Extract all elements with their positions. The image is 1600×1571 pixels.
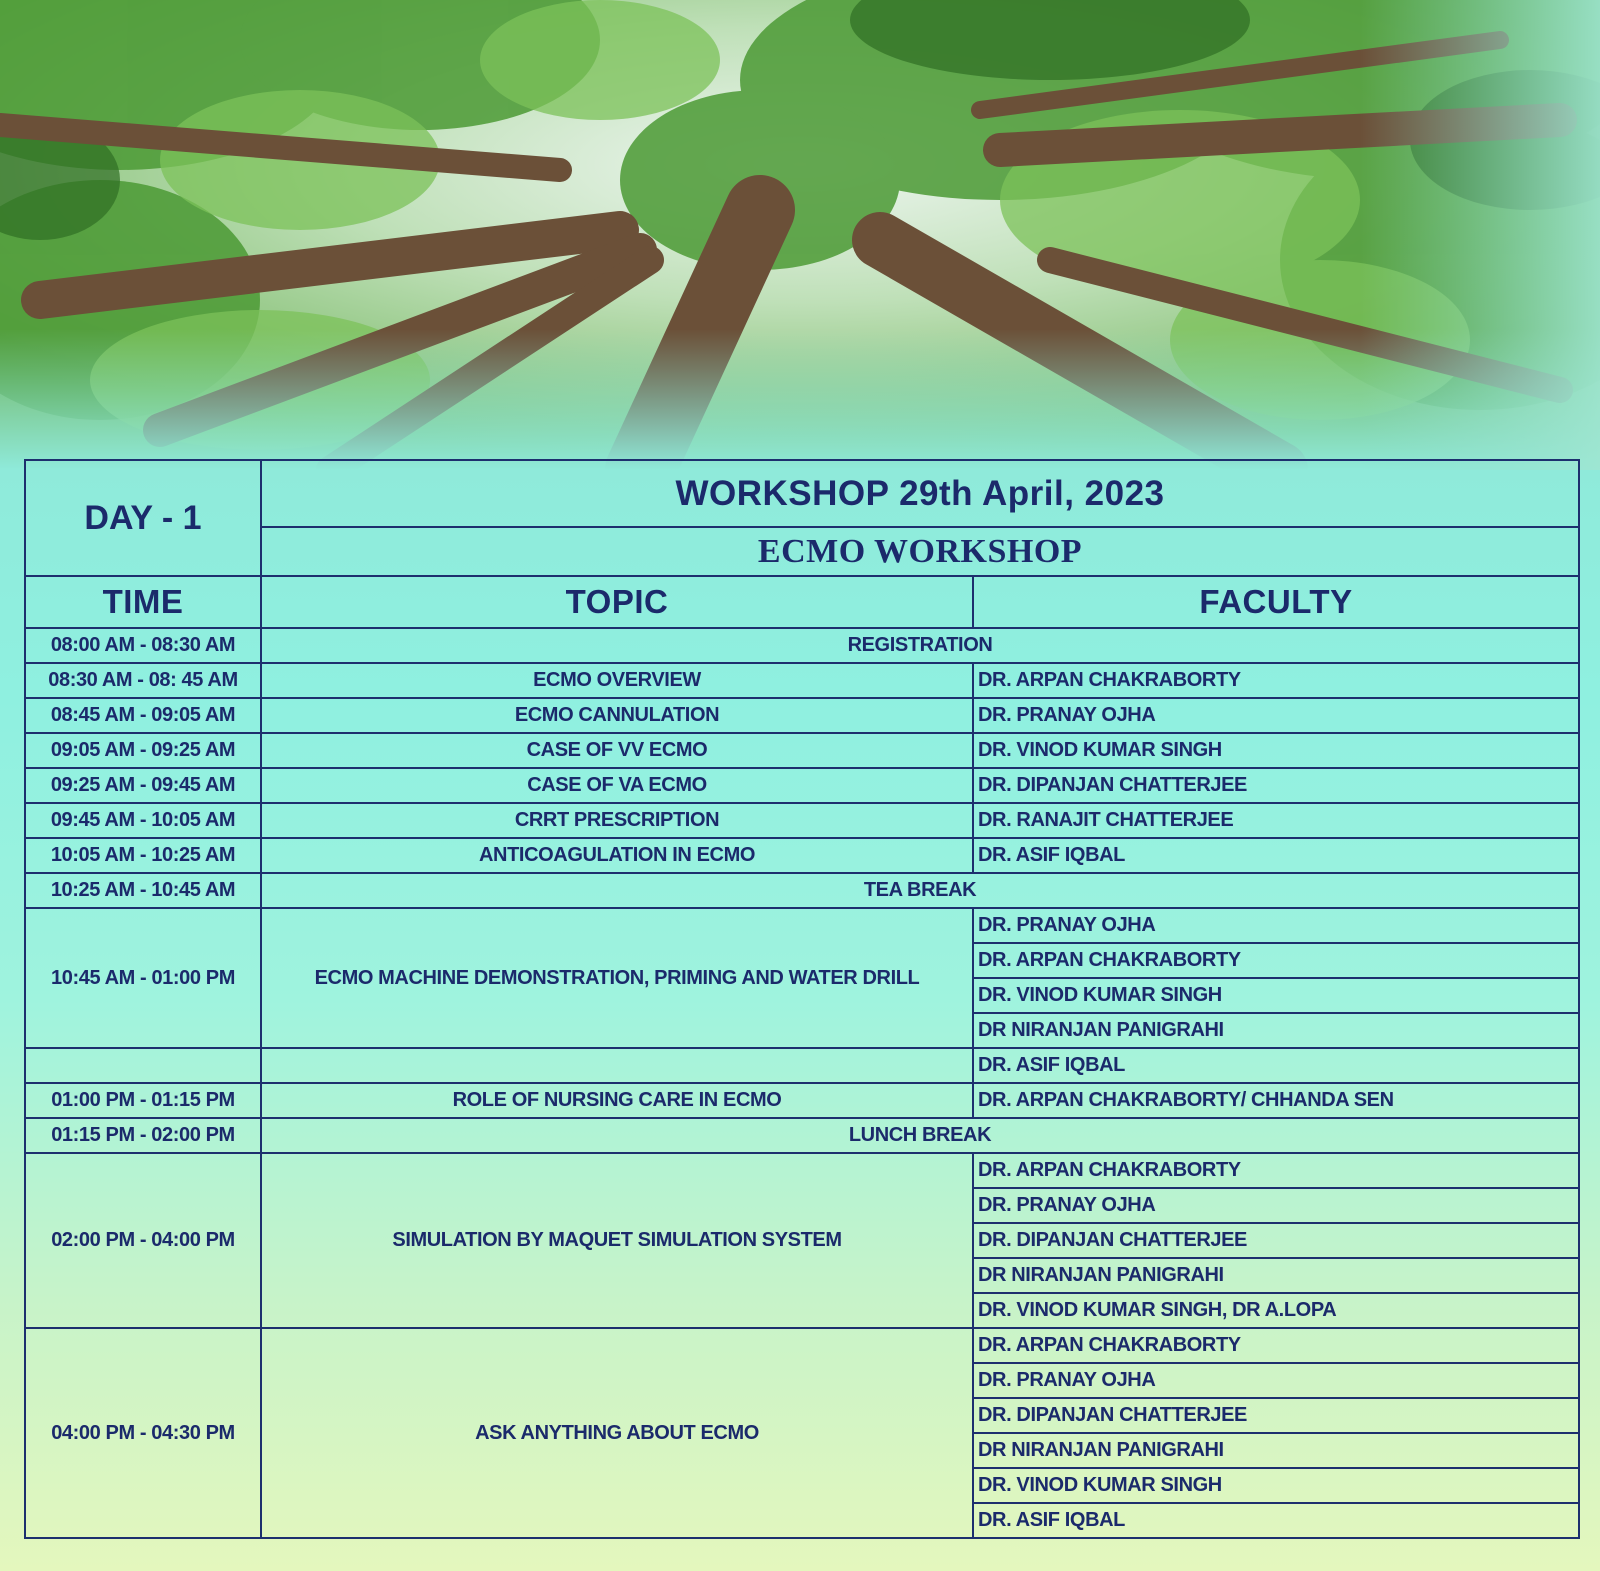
faculty-cell: DR. PRANAY OJHA <box>973 1188 1579 1223</box>
faculty-cell: DR. ASIF IQBAL <box>973 1503 1579 1538</box>
topic-cell <box>261 1048 973 1083</box>
time-cell: 08:00 AM - 08:30 AM <box>25 628 261 663</box>
faculty-cell: DR. VINOD KUMAR SINGH <box>973 733 1579 768</box>
topic-cell: SIMULATION BY MAQUET SIMULATION SYSTEM <box>261 1153 973 1328</box>
table-row <box>25 803 1579 838</box>
topic-cell: LUNCH BREAK <box>261 1118 1579 1153</box>
time-cell: 04:00 PM - 04:30 PM <box>25 1328 261 1538</box>
time-cell: 08:45 AM - 09:05 AM <box>25 698 261 733</box>
topic-cell: ECMO CANNULATION <box>261 698 973 733</box>
faculty-cell: DR. VINOD KUMAR SINGH <box>973 978 1579 1013</box>
workshop-schedule-table <box>24 459 1580 1539</box>
faculty-cell: DR. ARPAN CHAKRABORTY <box>973 943 1579 978</box>
topic-cell: CASE OF VA ECMO <box>261 768 973 803</box>
faculty-cell: DR NIRANJAN PANIGRAHI <box>973 1433 1579 1468</box>
faculty-cell: DR. ASIF IQBAL <box>973 838 1579 873</box>
time-cell <box>25 1048 261 1083</box>
table-row <box>25 628 1579 663</box>
topic-cell: ECMO OVERVIEW <box>261 663 973 698</box>
topic-cell: REGISTRATION <box>261 628 1579 663</box>
workshop-title: WORKSHOP 29th April, 2023 <box>261 460 1579 527</box>
column-header-faculty: FACULTY <box>973 576 1579 628</box>
time-cell: 02:00 PM - 04:00 PM <box>25 1153 261 1328</box>
time-cell: 09:05 AM - 09:25 AM <box>25 733 261 768</box>
table-row <box>25 838 1579 873</box>
column-header-time: TIME <box>25 576 261 628</box>
faculty-cell: DR. VINOD KUMAR SINGH, DR A.LOPA <box>973 1293 1579 1328</box>
time-cell: 01:00 PM - 01:15 PM <box>25 1083 261 1118</box>
table-row <box>25 908 1579 943</box>
faculty-cell: DR. RANAJIT CHATTERJEE <box>973 803 1579 838</box>
column-header-topic: TOPIC <box>261 576 973 628</box>
topic-cell: TEA BREAK <box>261 873 1579 908</box>
faculty-cell: DR. ARPAN CHAKRABORTY <box>973 1328 1579 1363</box>
time-cell: 10:05 AM - 10:25 AM <box>25 838 261 873</box>
faculty-cell: DR. PRANAY OJHA <box>973 698 1579 733</box>
day-label: DAY - 1 <box>25 460 261 576</box>
topic-cell: ASK ANYTHING ABOUT ECMO <box>261 1328 973 1538</box>
table-row <box>25 1048 1579 1083</box>
faculty-cell: DR NIRANJAN PANIGRAHI <box>973 1013 1579 1048</box>
faculty-cell: DR. ARPAN CHAKRABORTY <box>973 1153 1579 1188</box>
table-row <box>25 1153 1579 1188</box>
time-cell: 01:15 PM - 02:00 PM <box>25 1118 261 1153</box>
table-row <box>25 663 1579 698</box>
topic-cell: CASE OF VV ECMO <box>261 733 973 768</box>
faculty-cell: DR. DIPANJAN CHATTERJEE <box>973 1223 1579 1258</box>
table-row <box>25 1118 1579 1153</box>
faculty-cell: DR. DIPANJAN CHATTERJEE <box>973 1398 1579 1433</box>
topic-cell: ECMO MACHINE DEMONSTRATION, PRIMING AND WATER DRILL <box>261 908 973 1048</box>
workshop-subtitle: ECMO WORKSHOP <box>261 527 1579 576</box>
table-row <box>25 733 1579 768</box>
table-row <box>25 1328 1579 1363</box>
forest-canopy-illustration <box>0 0 1600 470</box>
table-row <box>25 1083 1579 1118</box>
forest-canopy-photo <box>0 0 1600 470</box>
topic-cell: ANTICOAGULATION IN ECMO <box>261 838 973 873</box>
time-cell: 09:25 AM - 09:45 AM <box>25 768 261 803</box>
faculty-cell: DR. PRANAY OJHA <box>973 908 1579 943</box>
time-cell: 09:45 AM - 10:05 AM <box>25 803 261 838</box>
table-row <box>25 768 1579 803</box>
time-cell: 10:25 AM - 10:45 AM <box>25 873 261 908</box>
table-row <box>25 698 1579 733</box>
faculty-cell: DR NIRANJAN PANIGRAHI <box>973 1258 1579 1293</box>
time-cell: 08:30 AM - 08: 45 AM <box>25 663 261 698</box>
faculty-cell: DR. DIPANJAN CHATTERJEE <box>973 768 1579 803</box>
faculty-cell: DR. VINOD KUMAR SINGH <box>973 1468 1579 1503</box>
faculty-cell: DR. ARPAN CHAKRABORTY <box>973 663 1579 698</box>
topic-cell: CRRT PRESCRIPTION <box>261 803 973 838</box>
time-cell: 10:45 AM - 01:00 PM <box>25 908 261 1048</box>
faculty-cell: DR. ARPAN CHAKRABORTY/ CHHANDA SEN <box>973 1083 1579 1118</box>
faculty-cell: DR. PRANAY OJHA <box>973 1363 1579 1398</box>
topic-cell: ROLE OF NURSING CARE IN ECMO <box>261 1083 973 1118</box>
faculty-cell: DR. ASIF IQBAL <box>973 1048 1579 1083</box>
table-row <box>25 873 1579 908</box>
